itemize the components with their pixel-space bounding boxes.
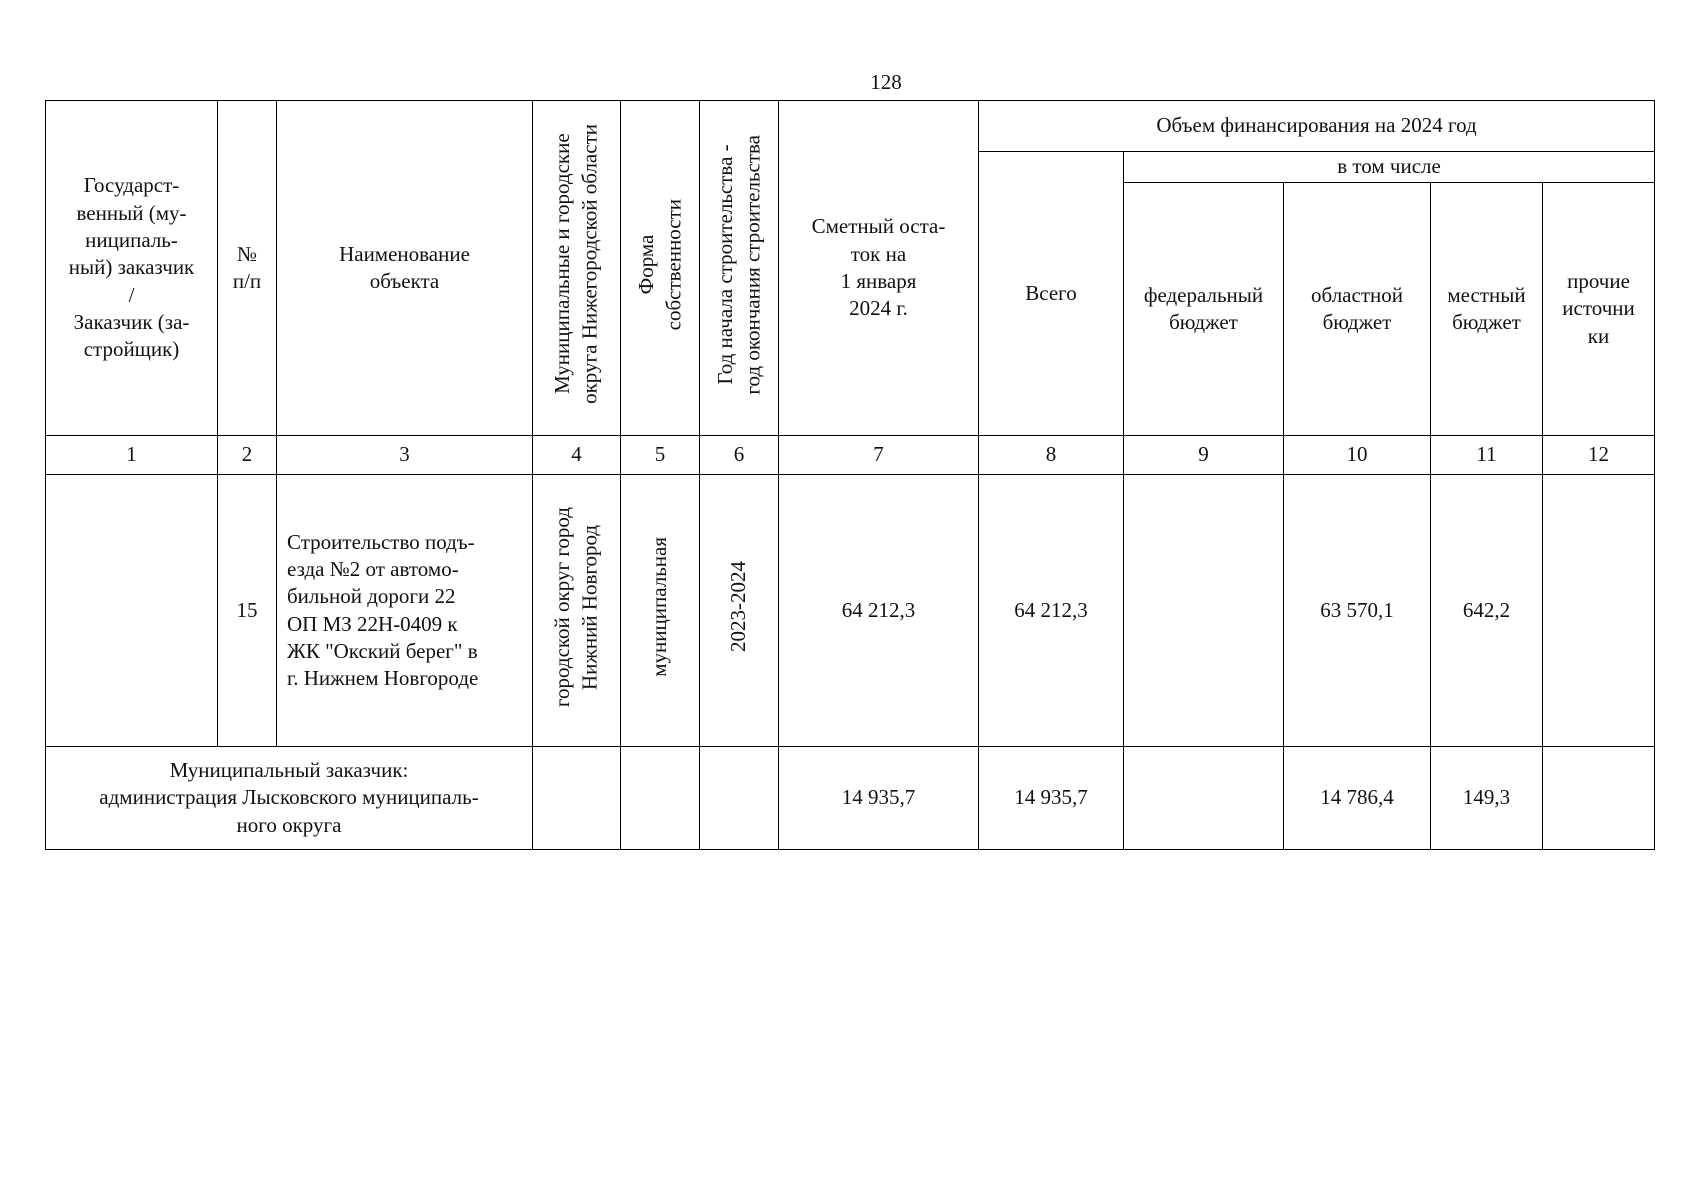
- financing-table: [45, 100, 1655, 850]
- total-total: 14 935,7: [979, 747, 1124, 850]
- column-number: 7: [779, 436, 979, 475]
- header-including: в том числе: [1124, 152, 1655, 183]
- table-row: [46, 475, 1655, 747]
- column-number: 3: [277, 436, 533, 475]
- total-local: 149,3: [1431, 747, 1543, 850]
- column-number: 6: [700, 436, 779, 475]
- header-municipality: Муниципальные и городские округа Нижегородской области: [533, 101, 621, 436]
- total-municipality: [533, 747, 621, 850]
- row-years: 2023-2024: [700, 475, 779, 747]
- row-number: 15: [218, 475, 277, 747]
- header-federal: федеральный бюджет: [1124, 183, 1284, 436]
- row-object-name: Строительство подъ- езда №2 от автомо- бильной дороги 22 ОП МЗ 22Н-0409 к ЖК "Окский берег" в г. Нижнем Новгороде: [277, 475, 533, 747]
- page-number: 128: [870, 70, 902, 94]
- header-customer: Государст- венный (му- ниципаль- ный) заказчик / Заказчик (за- стройщик): [46, 101, 218, 436]
- header-number: № п/п: [218, 101, 277, 436]
- row-other: [1543, 475, 1655, 747]
- header-other: прочие источни ки: [1543, 183, 1655, 436]
- total-estimate: 14 935,7: [779, 747, 979, 850]
- row-customer: [46, 475, 218, 747]
- header-row: [46, 101, 1655, 152]
- row-total: 64 212,3: [979, 475, 1124, 747]
- header-financing: Объем финансирования на 2024 год: [979, 101, 1655, 152]
- row-regional: 63 570,1: [1284, 475, 1431, 747]
- total-years: [700, 747, 779, 850]
- column-numbers-row: [46, 436, 1655, 475]
- header-years: Год начала строительства - год окончания строительства: [700, 101, 779, 436]
- column-number: 5: [621, 436, 700, 475]
- total-other: [1543, 747, 1655, 850]
- header-total: Всего: [979, 152, 1124, 436]
- row-ownership: муниципальная: [621, 475, 700, 747]
- header-ownership: Форма собственности: [621, 101, 700, 436]
- total-federal: [1124, 747, 1284, 850]
- row-local: 642,2: [1431, 475, 1543, 747]
- header-object-name: Наименование объекта: [277, 101, 533, 436]
- column-number: 2: [218, 436, 277, 475]
- column-number: 1: [46, 436, 218, 475]
- total-row: [46, 747, 1655, 850]
- row-federal: [1124, 475, 1284, 747]
- total-ownership: [621, 747, 700, 850]
- header-estimate: Сметный оста- ток на 1 января 2024 г.: [779, 101, 979, 436]
- row-estimate: 64 212,3: [779, 475, 979, 747]
- total-regional: 14 786,4: [1284, 747, 1431, 850]
- row-municipality: городской округ город Нижний Новгород: [533, 475, 621, 747]
- column-number: 4: [533, 436, 621, 475]
- total-label: Муниципальный заказчик: администрация Лысковского муниципаль- ного округа: [46, 747, 533, 850]
- header-regional: областной бюджет: [1284, 183, 1431, 436]
- column-number: 8: [979, 436, 1124, 475]
- header-local: местный бюджет: [1431, 183, 1543, 436]
- column-number: 10: [1284, 436, 1431, 475]
- column-number: 11: [1431, 436, 1543, 475]
- column-number: 12: [1543, 436, 1655, 475]
- column-number: 9: [1124, 436, 1284, 475]
